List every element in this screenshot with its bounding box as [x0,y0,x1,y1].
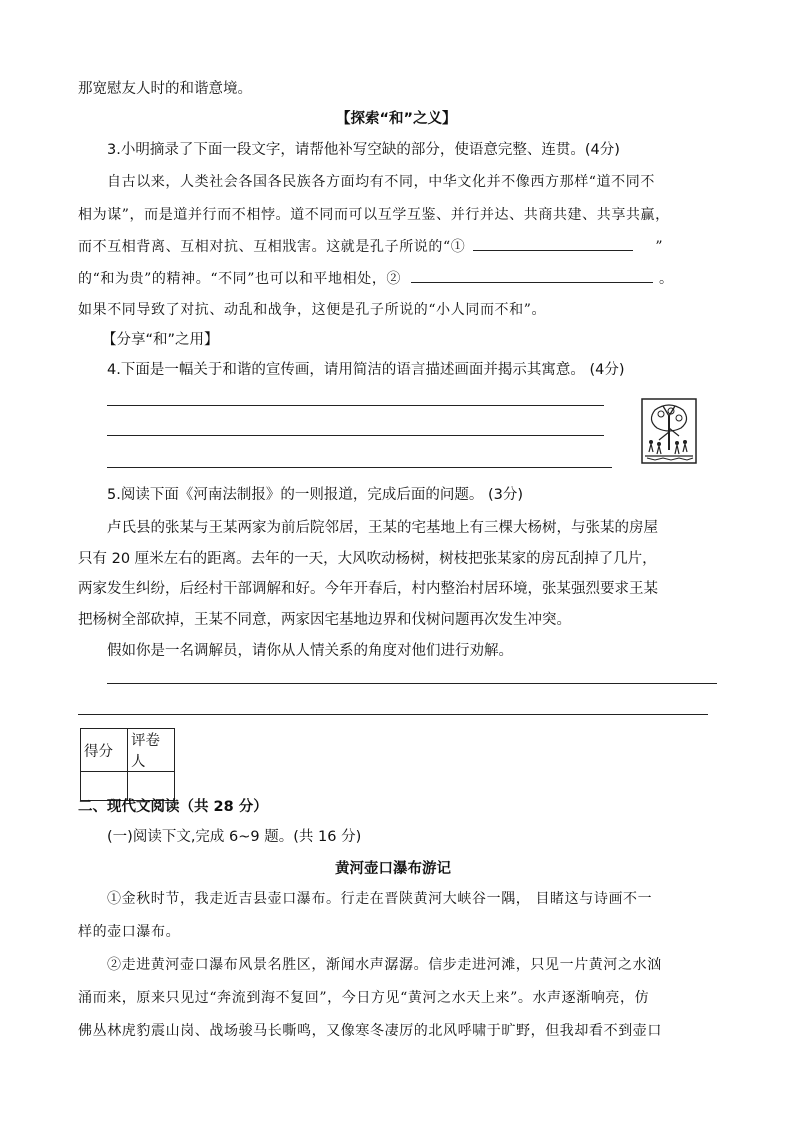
article-para-1-line-1: ①金秋时节，我走近吉县壶口瀑布。行走在晋陕黄河大峡谷一隅， 目睹这与诗画不一 [107,891,653,907]
q3-passage-line-1: 自古以来，人类社会各国各民族各方面均有不同，中华文化并不像西方那样“道不同不 [107,174,655,190]
q5-prompt: 假如你是一名调解员，请你从人情关系的角度对他们进行劝解。 [107,643,513,659]
section-explore-heading: 【探索“和”之义】 [336,111,457,127]
article-para-2-line-3: 佛丛林虎豹震山岗、战场骏马长嘶鸣，又像寒冬凄厉的北风呼啸于旷野，但我却看不到壶口 [78,1023,662,1039]
subsection-1-instruction: (一)阅读下文,完成 6~9 题。(共 16 分) [107,829,362,845]
q3-line4-end: 。 [659,271,674,287]
question-3: 3.小明摘录了下面一段文字，请帮他补写空缺的部分，使语意完整、连贯。(4分) [107,142,620,158]
article-title: 黄河壶口瀑布游记 [335,861,451,877]
answer-line-q5-2[interactable] [78,714,708,715]
q3-line4-text: 的“和为贵”的精神。“不同”也可以和平地相处，② [78,271,402,287]
q5-passage-line-1: 卢氏县的张某与王某两家为前后院邻居，王某的宅基地上有三棵大杨树，与张某的房屋 [107,520,658,536]
answer-line-q4-1[interactable] [107,405,604,406]
q3-line3-text: 而不互相背离、互相对抗、互相戕害。这就是孔子所说的“① [78,239,466,255]
q3-line3-quote: ” [655,239,664,255]
grader-label: 评卷人 [128,729,175,772]
part-2-heading: 二、现代文阅读（共 28 分） [78,799,268,815]
article-para-2-line-1: ②走进黄河壶口瀑布风景名胜区，渐闻水声潺潺。信步走进河滩，只见一片黄河之水汹 [107,957,662,973]
answer-line-q4-2[interactable] [107,435,604,436]
q3-passage-line-3 [78,236,663,256]
score-label: 得分 [81,729,128,772]
q3-passage-line-5: 如果不同导致了对抗、动乱和战争，这便是孔子所说的“小人同而不和”。 [78,302,547,318]
l1: 那宽慰友人时的和谐意境。 [78,81,252,97]
article-para-2-line-2: 涌而来，原来只见过“奔流到海不复回”，今日方见“黄河之水天上来”。水声逐渐响亮，仿 [78,990,650,1006]
section-share-heading: 【分享“和”之用】 [102,332,219,348]
q5-passage-line-2: 只有 20 厘米左右的距离。去年的一天，大风吹动杨树，树枝把张某家的房瓦刮掉了几片， [78,551,657,567]
blank-1[interactable] [473,250,633,251]
q3-passage-line-2: 相为谋”，而是道并行而不相悖。道不同而可以互学互鉴、并行并达、共商共建、共享共赢， [78,207,670,223]
harmony-poster-image [641,398,697,464]
question-5: 5.阅读下面《河南法制报》的一则报道，完成后面的问题。 (3分) [107,487,523,503]
q5-passage-line-4: 把杨树全部砍掉，王某不同意，两家因宅基地边界和伐树问题再次发生冲突。 [78,612,571,628]
question-4: 4.下面是一幅关于和谐的宣传画，请用简洁的语言描述画面并揭示其寓意。 (4分) [107,362,625,378]
score-table [80,728,175,801]
blank-2[interactable] [411,282,653,283]
answer-line-q4-3[interactable] [107,467,612,468]
q3-passage-line-4 [78,268,674,288]
article-para-1-line-2: 样的壶口瀑布。 [78,924,181,940]
answer-line-q5-1[interactable] [107,683,717,684]
q5-passage-line-3: 两家发生纠纷，后经村干部调解和好。今年开春后，村内整治村居环境，张某强烈要求王某 [78,581,658,597]
